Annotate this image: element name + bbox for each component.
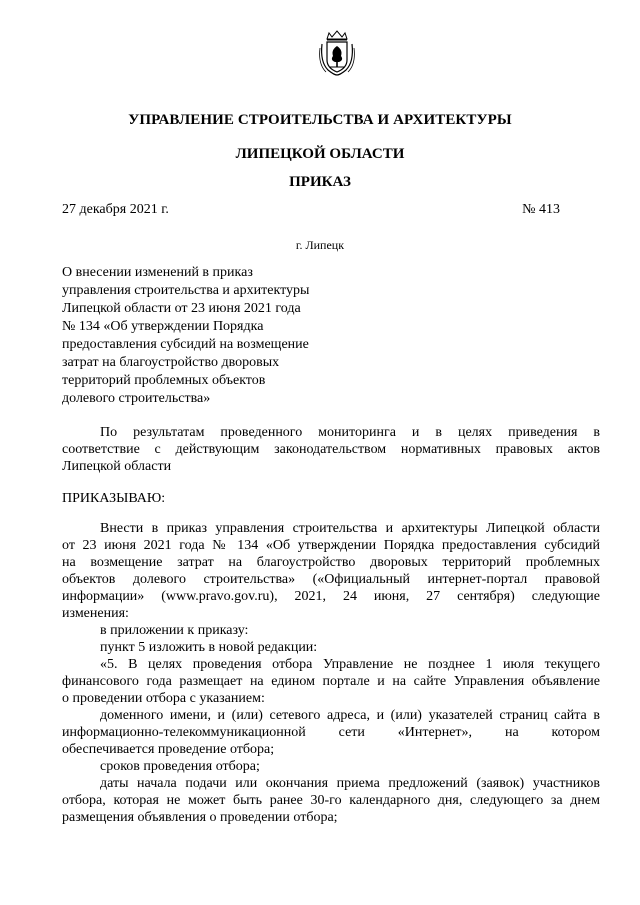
date-number-row (62, 202, 560, 218)
document-type: ПРИКАЗ (289, 174, 351, 190)
subject-line: предоставления субсидий на возмещение (62, 337, 309, 352)
body-line: пункт 5 изложить в новой редакции: (100, 640, 318, 655)
region-title: ЛИПЕЦКОЙ ОБЛАСТИ (235, 146, 405, 162)
body-line: в приложении к приказу: (100, 623, 249, 638)
body-line: изменения: (62, 606, 129, 621)
body-line: финансового года размещает на едином портале и на сайте Управления объявление (62, 674, 600, 689)
body-line: сроков проведения отбора; (100, 759, 260, 774)
order-word: ПРИКАЗЫВАЮ: (62, 491, 166, 506)
preamble-line: По результатам проведенного мониторинга и в целях приведения в (100, 425, 600, 440)
coat-of-arms-icon (318, 30, 356, 76)
document-city: г. Липецк (295, 238, 345, 252)
order-body (62, 520, 600, 826)
preamble-line: Липецкой области (62, 459, 172, 474)
body-line: размещения объявления о проведении отбора; (62, 810, 338, 825)
preamble (62, 424, 600, 475)
order-word-block (62, 490, 600, 507)
department-title: УПРАВЛЕНИЕ СТРОИТЕЛЬСТВА И АРХИТЕКТУРЫ (128, 112, 512, 128)
body-line: даты начала подачи или окончания приема предложений (заявок) участников (100, 776, 600, 791)
body-line: информационно-телекоммуникационной сети «Интернет», на котором (62, 725, 600, 740)
document-number: № 413 (522, 202, 560, 217)
document-subject (62, 264, 352, 408)
body-line: о проведении отбора с указанием: (62, 691, 265, 706)
body-line: «5. В целях проведения отбора Управление не позднее 1 июля текущего (100, 657, 600, 672)
preamble-line: соответствие с действующим законодательством нормативных правовых актов (62, 442, 600, 457)
subject-line: Липецкой области от 23 июня 2021 года (62, 301, 301, 316)
body-line: доменного имени, и (или) сетевого адреса, и (или) указателей страниц сайта в (100, 708, 600, 723)
document-date: 27 декабря 2021 г. (62, 202, 169, 217)
body-line: информации» (www.pravo.gov.ru), 2021, 24 июня, 27 сентября) следующие (62, 589, 600, 604)
body-line: Внести в приказ управления строительства и архитектуры Липецкой области (100, 521, 600, 536)
body-line: на возмещение затрат на благоустройство дворовых территорий проблемных (62, 555, 600, 570)
body-line: от 23 июня 2021 года № 134 «Об утверждении Порядка предоставления субсидий (62, 538, 600, 553)
subject-line: № 134 «Об утверждении Порядка (62, 319, 264, 334)
subject-line: долевого строительства» (62, 391, 211, 406)
body-line: объектов долевого строительства» («Официальный интернет-портал правовой (62, 572, 600, 587)
subject-line: территорий проблемных объектов (62, 373, 266, 388)
body-line: отбора, которая не может быть ранее 30-го календарного дня, следующего за днем (62, 793, 600, 808)
subject-line: затрат на благоустройство дворовых (62, 355, 280, 370)
body-line: обеспечивается проведение отбора; (62, 742, 275, 757)
subject-line: управления строительства и архитектуры (62, 283, 310, 298)
subject-line: О внесении изменений в приказ (62, 265, 253, 280)
